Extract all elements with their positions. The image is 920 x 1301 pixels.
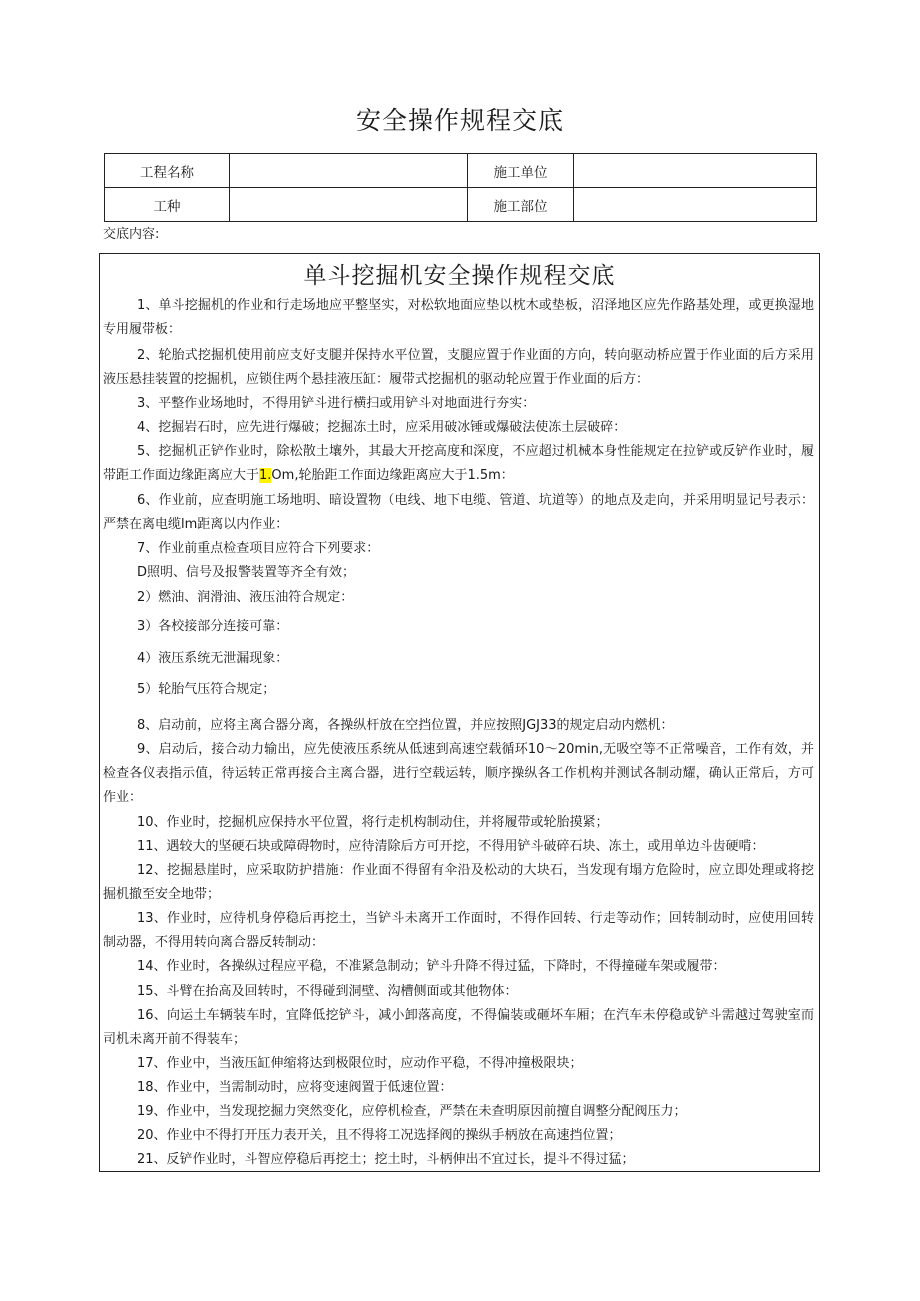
list-item: 18、作业中，当需制动时，应将变速阀置于低速位置： bbox=[137, 1080, 453, 1095]
work-type-label: 工种 bbox=[105, 188, 230, 222]
construction-unit-label: 施工单位 bbox=[468, 154, 574, 188]
list-item: 20、作业中不得打开压力表开关，且不得将工况选择阀的操纵手柄放在高速挡位置； bbox=[137, 1128, 622, 1143]
list-item: 9、启动后，接合动力输出，应先使液压系统从低速到高速空载循环10～20min,无吸空等不正常噪音，工作有效，并检查各仪表指示值，待运转正常再接合主离合器，进行空载运转，顺序操纵各工作机构并测试各制动耀，确认正常后，方可作业： bbox=[103, 742, 814, 805]
list-item: 16、向运土车辆装车时，宜降低挖铲斗，减小卸落高度，不得偏装或砸坏车厢；在汽车未停稳或铲斗需越过驾驶室而司机未离开前不得装车； bbox=[103, 1008, 814, 1047]
item5-text-after: Om,轮胎距工作面边缘距离应大于1.5m： bbox=[271, 468, 514, 483]
content-title: 单斗挖掘机安全操作规程交底 bbox=[303, 263, 616, 289]
list-item: 7、作业前重点检查项目应符合下列要求： bbox=[137, 541, 380, 556]
construction-part-label: 施工部位 bbox=[468, 188, 574, 222]
list-item: 3、平整作业场地时，不得用铲斗进行横扫或用铲斗对地面进行夯实： bbox=[137, 396, 536, 411]
list-item: 8、启动前，应将主离合器分离，各操纵杆放在空挡位置，并应按照JGJ33的规定启动内燃机： bbox=[137, 718, 674, 733]
highlighted-text: 1. bbox=[259, 468, 272, 483]
list-item: 15、斗臂在抬高及回转时，不得碰到洞壁、沟槽侧面或其他物体： bbox=[137, 984, 518, 999]
list-item: 14、作业时，各操纵过程应平稳，不准紧急制动；铲斗升降不得过猛，下降时，不得撞碰车架或履带： bbox=[137, 959, 726, 974]
list-item: 2、轮胎式挖掘机使用前应支好支腿并保持水平位置，支腿应置于作业面的方向，转向驱动桥应置于作业面的后方采用液压悬挂装置的挖掘机，应锁住两个悬挂液压缸：履带式挖掘机的驱动轮应置于作业面的后方： bbox=[103, 348, 814, 387]
project-name-label: 工程名称 bbox=[105, 154, 230, 188]
table-row bbox=[105, 188, 817, 222]
list-item: 10、作业时，挖掘机应保持水平位置，将行走机构制动住，并将履带或轮胎摸紧； bbox=[137, 815, 609, 830]
list-item: 17、作业中，当液压缸伸缩将达到极限位时，应动作平稳，不得冲撞极限块； bbox=[137, 1056, 583, 1071]
document-title: 安全操作规程交底 bbox=[355, 106, 564, 135]
list-item bbox=[100, 440, 819, 488]
construction-part-value bbox=[574, 188, 817, 222]
list-item: 2）燃油、润滑油、液压油符合规定： bbox=[137, 590, 354, 605]
list-item: 12、挖掘悬崖时，应采取防护措施：作业面不得留有伞沿及松动的大块石，当发现有塌方危险时，应立即处理或将挖掘机撤至安全地带； bbox=[103, 863, 814, 902]
list-item: 5）轮胎气压符合规定； bbox=[137, 682, 276, 697]
list-item: 4）液压系统无泄漏现象： bbox=[137, 651, 289, 666]
disclosure-content-box bbox=[99, 253, 820, 1172]
project-info-table bbox=[104, 153, 817, 222]
list-item: D照明、信号及报警装置等齐全有效； bbox=[137, 565, 356, 580]
item5-text-before: 5、挖掘机正铲作业时，除松散土壤外，其最大开挖高度和深度，不应超过机械本身性能规定在拉铲或反铲作业时，履带距工作面边缘距离应大于 bbox=[103, 444, 814, 483]
list-item: 19、作业中，当发现挖掘力突然变化，应停机检查，严禁在未查明原因前擅自调整分配阀压力； bbox=[137, 1104, 687, 1119]
list-item: 21、反铲作业时，斗智应停稳后再挖土；挖土时，斗柄伸出不宜过长，提斗不得过猛； bbox=[137, 1152, 635, 1167]
content-label: 交底内容: bbox=[103, 227, 160, 242]
table-row bbox=[105, 154, 817, 188]
work-type-value bbox=[230, 188, 468, 222]
list-item: 3）各校接部分连接可靠： bbox=[137, 619, 289, 634]
project-name-value bbox=[230, 154, 468, 188]
list-item: 13、作业时，应待机身停稳后再挖土，当铲斗未离开工作面时，不得作回转、行走等动作；回转制动时，应使用回转制动器，不得用转向离合器反转制动： bbox=[103, 911, 814, 950]
list-item: 4、挖掘岩石时，应先进行爆破；挖掘冻土时，应采用破冰锤或爆破法使冻土层破碎： bbox=[137, 420, 627, 435]
list-item: 1、单斗挖掘机的作业和行走场地应平整坚实，对松软地面应垫以枕木或垫板，沼泽地区应先作路基处理，或更换湿地专用履带板： bbox=[103, 298, 814, 337]
list-item: 6、作业前，应查明施工场地明、暗设置物（电线、地下电缆、管道、坑道等）的地点及走向，并采用明显记号表示：严禁在离电缆lm距离以内作业： bbox=[103, 493, 814, 532]
construction-unit-value bbox=[574, 154, 817, 188]
list-item: 11、遇较大的坚硬石块或障碍物时，应待清除后方可开挖，不得用铲斗破碎石块、冻土，或用单边斗齿硬啃： bbox=[137, 839, 765, 854]
